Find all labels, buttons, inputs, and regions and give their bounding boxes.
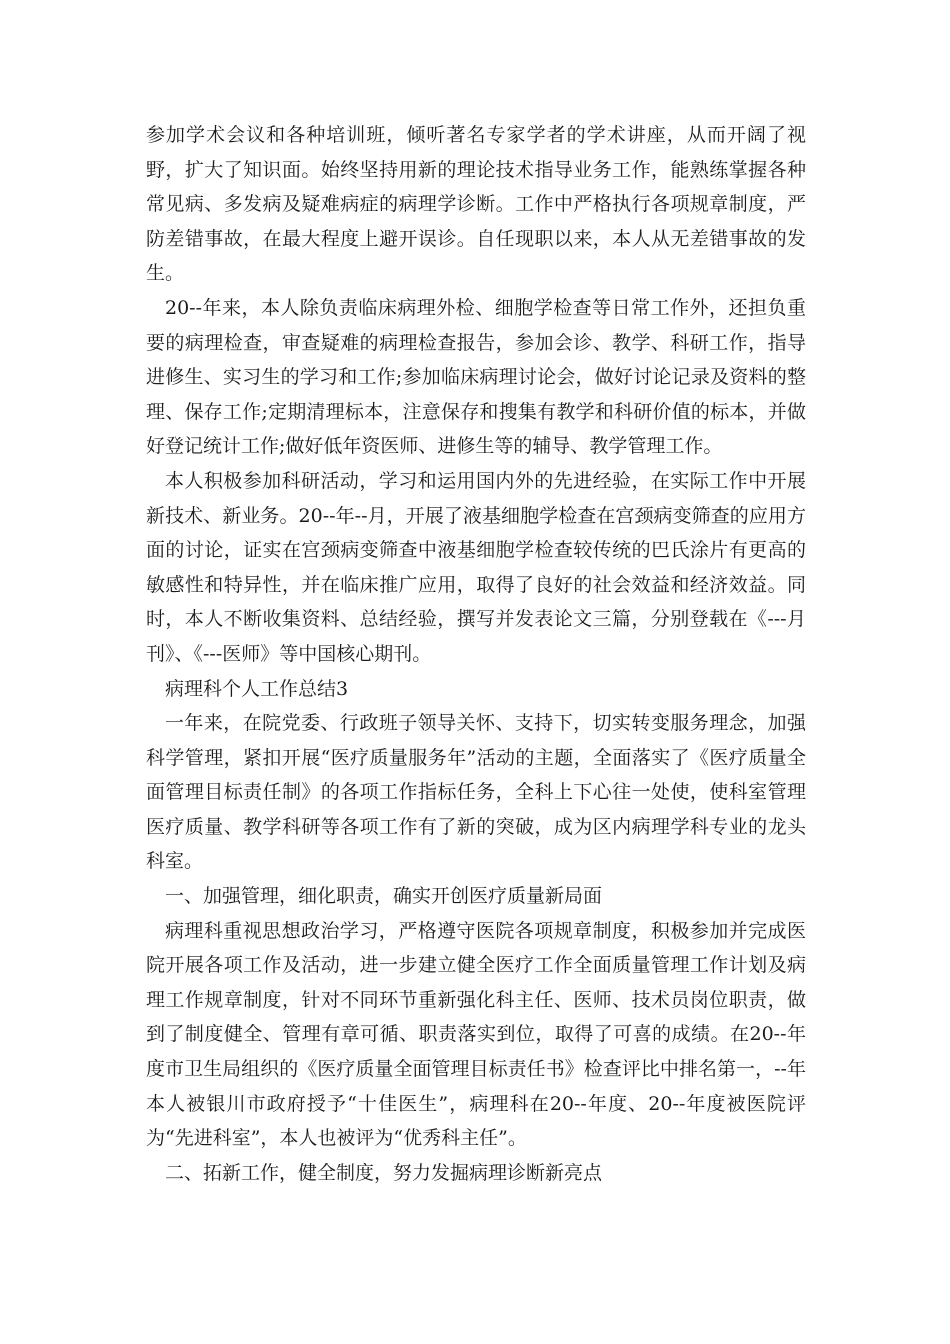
document-page <box>146 118 806 1190</box>
paragraph-research: 本人积极参加科研活动，学习和运用国内外的先进经验，在实际工作中开展新技术、新业务。20--年--月，开展了液基细胞学检查在宫颈病变筛查的应用方面的讨论，证实在宫颈病变筛查中液基细胞学检查较传统的巴氏涂片有更高的敏感性和特异性，并在临床推广应用，取得了良好的社会效益和经济效益。同时，本人不断收集资料、总结经验，撰写并发表论文三篇，分别登载在《---月刊》、《---医师》等中国核心期刊。 <box>146 469 806 665</box>
paragraph-academic-training: 参加学术会议和各种培训班，倾听著名专家学者的学术讲座，从而开阔了视野，扩大了知识面。始终坚持用新的理论技术指导业务工作，能熟练掌握各种常见病、多发病及疑难病症的病理学诊断。工作中严格执行各项规章制度，严防差错事故，在最大程度上避开误诊。自任现职以来，本人从无差错事故的发生。 <box>146 124 806 285</box>
paragraph-daily-duties: 20--年来，本人除负责临床病理外检、细胞学检查等日常工作外，还担负重要的病理检查，审查疑难的病理检查报告，参加会诊、教学、科研工作，指导进修生、实习生的学习和工作;参加临床病理讨论会，做好讨论记录及资料的整理、保存工作;定期清理标本，注意保存和搜集有教学和科研价值的标本，并做好登记统计工作;做好低年资医师、进修生等的辅导、教学管理工作。 <box>146 296 806 458</box>
section-heading-innovation: 二、拓新工作，健全制度，努力发掘病理诊断新亮点 <box>165 1161 603 1184</box>
paragraph-annual-overview: 一年来，在院党委、行政班子领导关怀、支持下，切实转变服务理念，加强科学管理，紧扣开展“医疗质量服务年”活动的主题，全面落实了《医疗质量全面管理目标责任制》的各项工作指标任务，全科上下心往一处使，使科室管理医疗质量、教学科研等各项工作有了新的突破，成为区内病理学科专业的龙头科室。 <box>146 712 806 873</box>
paragraph-management-details: 病理科重视思想政治学习，严格遵守医院各项规章制度，积极参加并完成医院开展各项工作及活动，进一步建立健全医疗工作全面质量管理工作计划及病理工作规章制度，针对不同环节重新强化科主任、医师、技术员岗位职责，做到了制度健全、管理有章可循、职责落实到位，取得了可喜的成绩。在20--年度市卫生局组织的《医疗质量全面管理目标责任书》检查评比中排名第一，--年本人被银川市政府授予“十佳医生”，病理科在20--年度、20--年度被医院评为“先进科室”，本人也被评为“优秀科主任”。 <box>146 919 806 1150</box>
section-title-summary-3: 病理科个人工作总结3 <box>165 677 349 700</box>
section-heading-management: 一、加强管理，细化职责，确实开创医疗质量新局面 <box>165 885 603 908</box>
